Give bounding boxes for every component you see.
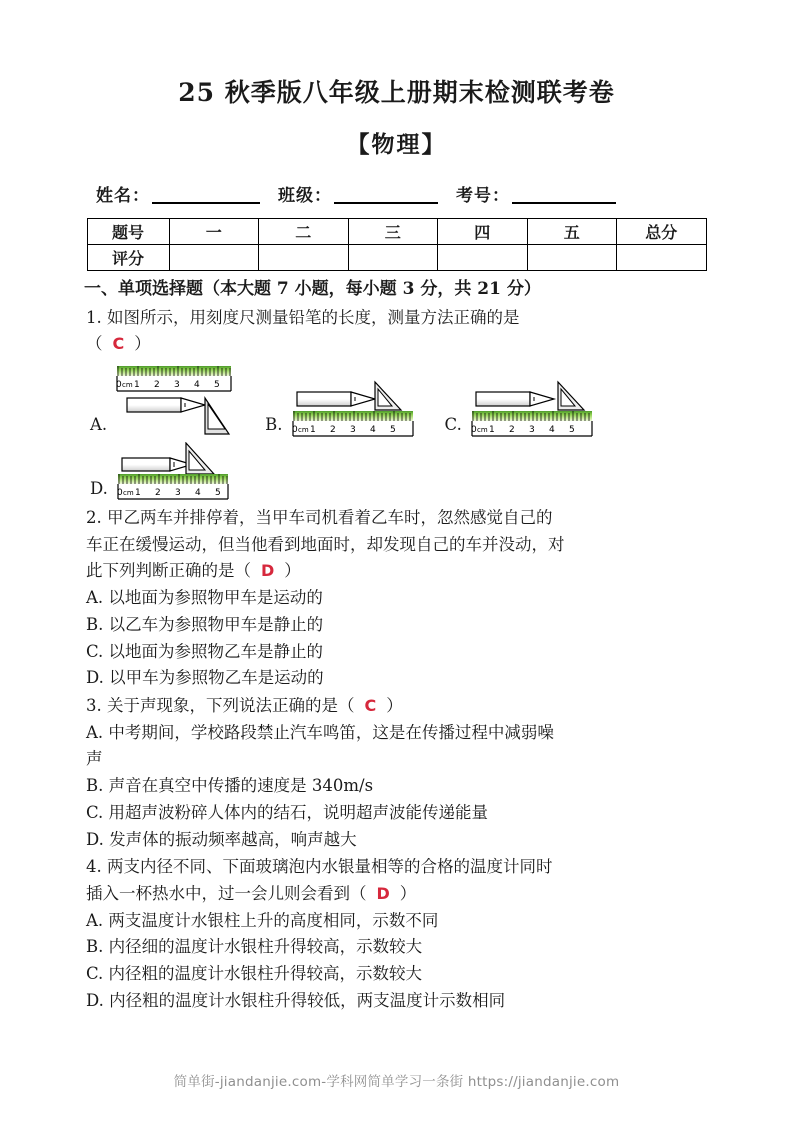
score-cell-5[interactable] [527, 245, 617, 271]
row-header-score: 评分 [87, 245, 169, 271]
option-d-label: D. [90, 479, 108, 499]
page-subtitle: 【物理】 [346, 131, 447, 158]
svg-text:2: 2 [508, 424, 515, 435]
exam-no-input[interactable] [512, 189, 616, 204]
option-tag: D. [86, 829, 104, 849]
question-4-option-b[interactable] [86, 934, 721, 961]
option-tag: A. [86, 588, 104, 608]
option-b-label: B. [265, 415, 283, 435]
table-row-question-numbers [87, 219, 706, 245]
question-4-option-c[interactable] [86, 961, 721, 988]
svg-text:3: 3 [528, 424, 535, 435]
svg-text:4: 4 [194, 379, 200, 390]
paren-close: ） [134, 334, 151, 354]
question-3-option-c[interactable] [86, 800, 721, 827]
option-tag: B. [86, 776, 104, 796]
question-3-option-d[interactable] [86, 827, 721, 854]
score-table [87, 218, 707, 271]
question-1 [86, 305, 721, 504]
question-2-answer[interactable]: D [261, 561, 275, 581]
question-2-option-d[interactable] [86, 665, 721, 692]
option-tag: B. [86, 614, 104, 634]
svg-text:cm: cm [122, 380, 133, 389]
question-4-stem-line-2 [86, 881, 721, 908]
score-cell-total[interactable] [617, 245, 707, 271]
question-4-number: 4. [86, 857, 102, 877]
exam-content [0, 276, 793, 1015]
option-a-figure [90, 362, 239, 440]
option-text: 中考期间，学校路段禁止汽车鸣笛，这是在传播过程中减弱噪 [108, 722, 554, 742]
option-text: 以甲车为参照物乙车是运动的 [109, 668, 324, 688]
page-title: 25 秋季版八年级上册期末检测联考卷 [178, 78, 615, 107]
class-input[interactable] [334, 189, 438, 204]
option-a-label: A. [90, 415, 108, 435]
question-4-text-2: 插入一杯热水中，过一会儿则会看到（ [86, 884, 367, 904]
diagram-d-svg [114, 442, 240, 504]
option-tag: C. [86, 641, 104, 661]
paren-close: ） [386, 696, 403, 715]
svg-text:1: 1 [134, 379, 140, 390]
score-cell-1[interactable] [169, 245, 259, 271]
name-field-group [96, 181, 266, 206]
question-3-option-a[interactable] [86, 720, 721, 747]
svg-text:4: 4 [369, 424, 376, 435]
question-1-stem [86, 305, 721, 332]
class-label: 班级： [278, 186, 332, 206]
name-label: 姓名： [96, 186, 150, 206]
name-input[interactable] [152, 189, 260, 204]
diagram-c-svg [468, 380, 600, 440]
question-2-stem-line-3 [86, 558, 721, 585]
class-field-group [278, 181, 444, 206]
option-tag: C. [86, 964, 104, 984]
ruler-pencil-diagram-d [114, 442, 240, 504]
question-3 [86, 693, 721, 853]
svg-text:0: 0 [470, 424, 477, 435]
question-3-number: 3. [86, 696, 102, 715]
option-text: 两支温度计水银柱上升的高度相同，示数不同 [108, 910, 439, 930]
question-4 [86, 854, 721, 1014]
svg-text:5: 5 [214, 379, 220, 390]
student-info-row [0, 181, 793, 206]
svg-text:cm: cm [476, 425, 488, 434]
svg-text:3: 3 [174, 487, 181, 498]
svg-text:cm: cm [122, 488, 134, 497]
question-3-answer[interactable]: C [364, 696, 377, 715]
svg-text:1: 1 [488, 424, 495, 435]
question-2-option-a[interactable] [86, 585, 721, 612]
option-d-figure [90, 442, 240, 504]
question-1-figures-row-2 [90, 442, 721, 504]
section-heading-1: 一、单项选择题（本大题 7 小题，每小题 3 分，共 21 分） [84, 279, 541, 299]
svg-text:3: 3 [174, 379, 180, 390]
question-1-text: 如图所示，用刻度尺测量铅笔的长度，测量方法正确的是 [107, 307, 520, 327]
option-text: 内径细的温度计水银柱升得较高，示数较大 [108, 937, 423, 957]
column-header-1: 一 [169, 219, 259, 245]
exam-no-label: 考号： [456, 186, 510, 206]
option-tag: D. [86, 990, 104, 1010]
question-3-option-a-cont: 声 [86, 749, 103, 769]
question-1-answer[interactable]: C [112, 334, 125, 354]
ruler-pencil-diagram-c [468, 380, 600, 440]
option-text: 内径粗的温度计水银柱升得较低，两支温度计示数相同 [109, 990, 506, 1010]
column-header-2: 二 [259, 219, 349, 245]
svg-text:5: 5 [389, 424, 396, 435]
question-4-option-a[interactable] [86, 908, 721, 935]
svg-text:3: 3 [349, 424, 356, 435]
footer-watermark: 简单街-jiandanjie.com-学科网简单学习一条街 https://jiandanjie.com [173, 1074, 620, 1090]
option-tag: B. [86, 937, 104, 957]
paren-open: （ [86, 334, 103, 354]
svg-text:4: 4 [194, 487, 201, 498]
option-text: 以地面为参照物乙车是静止的 [108, 641, 324, 661]
option-tag: C. [86, 802, 104, 822]
question-1-figures-row-1 [90, 362, 721, 440]
svg-text:0: 0 [116, 379, 122, 390]
ruler-pencil-diagram-a [113, 362, 239, 440]
score-cell-4[interactable] [438, 245, 528, 271]
question-4-text-1: 两支内径不同、下面玻璃泡内水银量相等的合格的温度计同时 [107, 857, 553, 877]
option-text: 声音在真空中传播的速度是 340m/s [108, 776, 374, 796]
svg-text:5: 5 [568, 424, 575, 435]
option-tag: A. [86, 910, 104, 930]
option-tag: A. [86, 722, 104, 742]
svg-text:1: 1 [309, 424, 316, 435]
row-header-question-no: 题号 [87, 219, 169, 245]
svg-text:2: 2 [154, 487, 161, 498]
column-header-5: 五 [527, 219, 617, 245]
column-header-total: 总分 [617, 219, 707, 245]
svg-text:2: 2 [329, 424, 336, 435]
ruler-pencil-diagram-b [289, 380, 421, 440]
svg-text:cm: cm [297, 425, 309, 434]
svg-text:5: 5 [214, 487, 221, 498]
question-2 [86, 505, 721, 692]
question-4-option-d[interactable] [86, 988, 721, 1015]
svg-text:0: 0 [116, 487, 123, 498]
svg-text:0: 0 [291, 424, 298, 435]
question-2-stem-line-2: 车正在缓慢运动，但当他看到地面时，却发现自己的车并没动，对 [86, 534, 565, 554]
option-tag: D. [86, 668, 104, 688]
table-row-scores [87, 245, 706, 271]
column-header-3: 三 [348, 219, 438, 245]
score-cell-3[interactable] [348, 245, 438, 271]
svg-text:1: 1 [134, 487, 141, 498]
option-text: 以地面为参照物甲车是运动的 [108, 588, 323, 608]
question-2-text-3: 此下列判断正确的是（ [86, 561, 251, 581]
diagram-a-svg [113, 362, 239, 440]
question-4-stem-line-1 [86, 854, 721, 881]
option-text: 内径粗的温度计水银柱升得较高，示数较大 [108, 964, 423, 984]
option-text: 用超声波粉碎人体内的结石，说明超声波能传递能量 [108, 802, 489, 822]
option-c-figure [445, 380, 600, 440]
option-text: 以乙车为参照物甲车是静止的 [108, 614, 324, 634]
question-2-text-1: 甲乙两车并排停着，当甲车司机看着乙车时，忽然感觉自己的 [107, 507, 553, 527]
option-c-label: C. [444, 415, 462, 435]
question-1-number: 1. [86, 307, 102, 327]
question-3-text: 关于声现象，下列说法正确的是（ [107, 696, 355, 715]
paren-close: ） [399, 884, 417, 904]
option-b-figure [265, 380, 420, 440]
question-3-option-b[interactable] [86, 773, 721, 800]
question-1-answer-row [86, 331, 721, 358]
exam-no-field-group [456, 181, 622, 206]
question-2-number: 2. [86, 507, 102, 527]
question-2-stem-line-1 [86, 505, 721, 532]
question-4-answer[interactable]: D [376, 884, 390, 904]
column-header-4: 四 [438, 219, 528, 245]
question-2-option-b[interactable] [86, 612, 721, 639]
question-2-option-c[interactable] [86, 639, 721, 666]
paren-close: ） [284, 561, 301, 581]
question-3-stem [86, 693, 721, 720]
option-text: 发声体的振动频率越高，响声越大 [109, 829, 357, 849]
svg-text:4: 4 [548, 424, 555, 435]
diagram-b-svg [289, 380, 421, 440]
score-cell-2[interactable] [259, 245, 349, 271]
svg-text:2: 2 [154, 379, 160, 390]
